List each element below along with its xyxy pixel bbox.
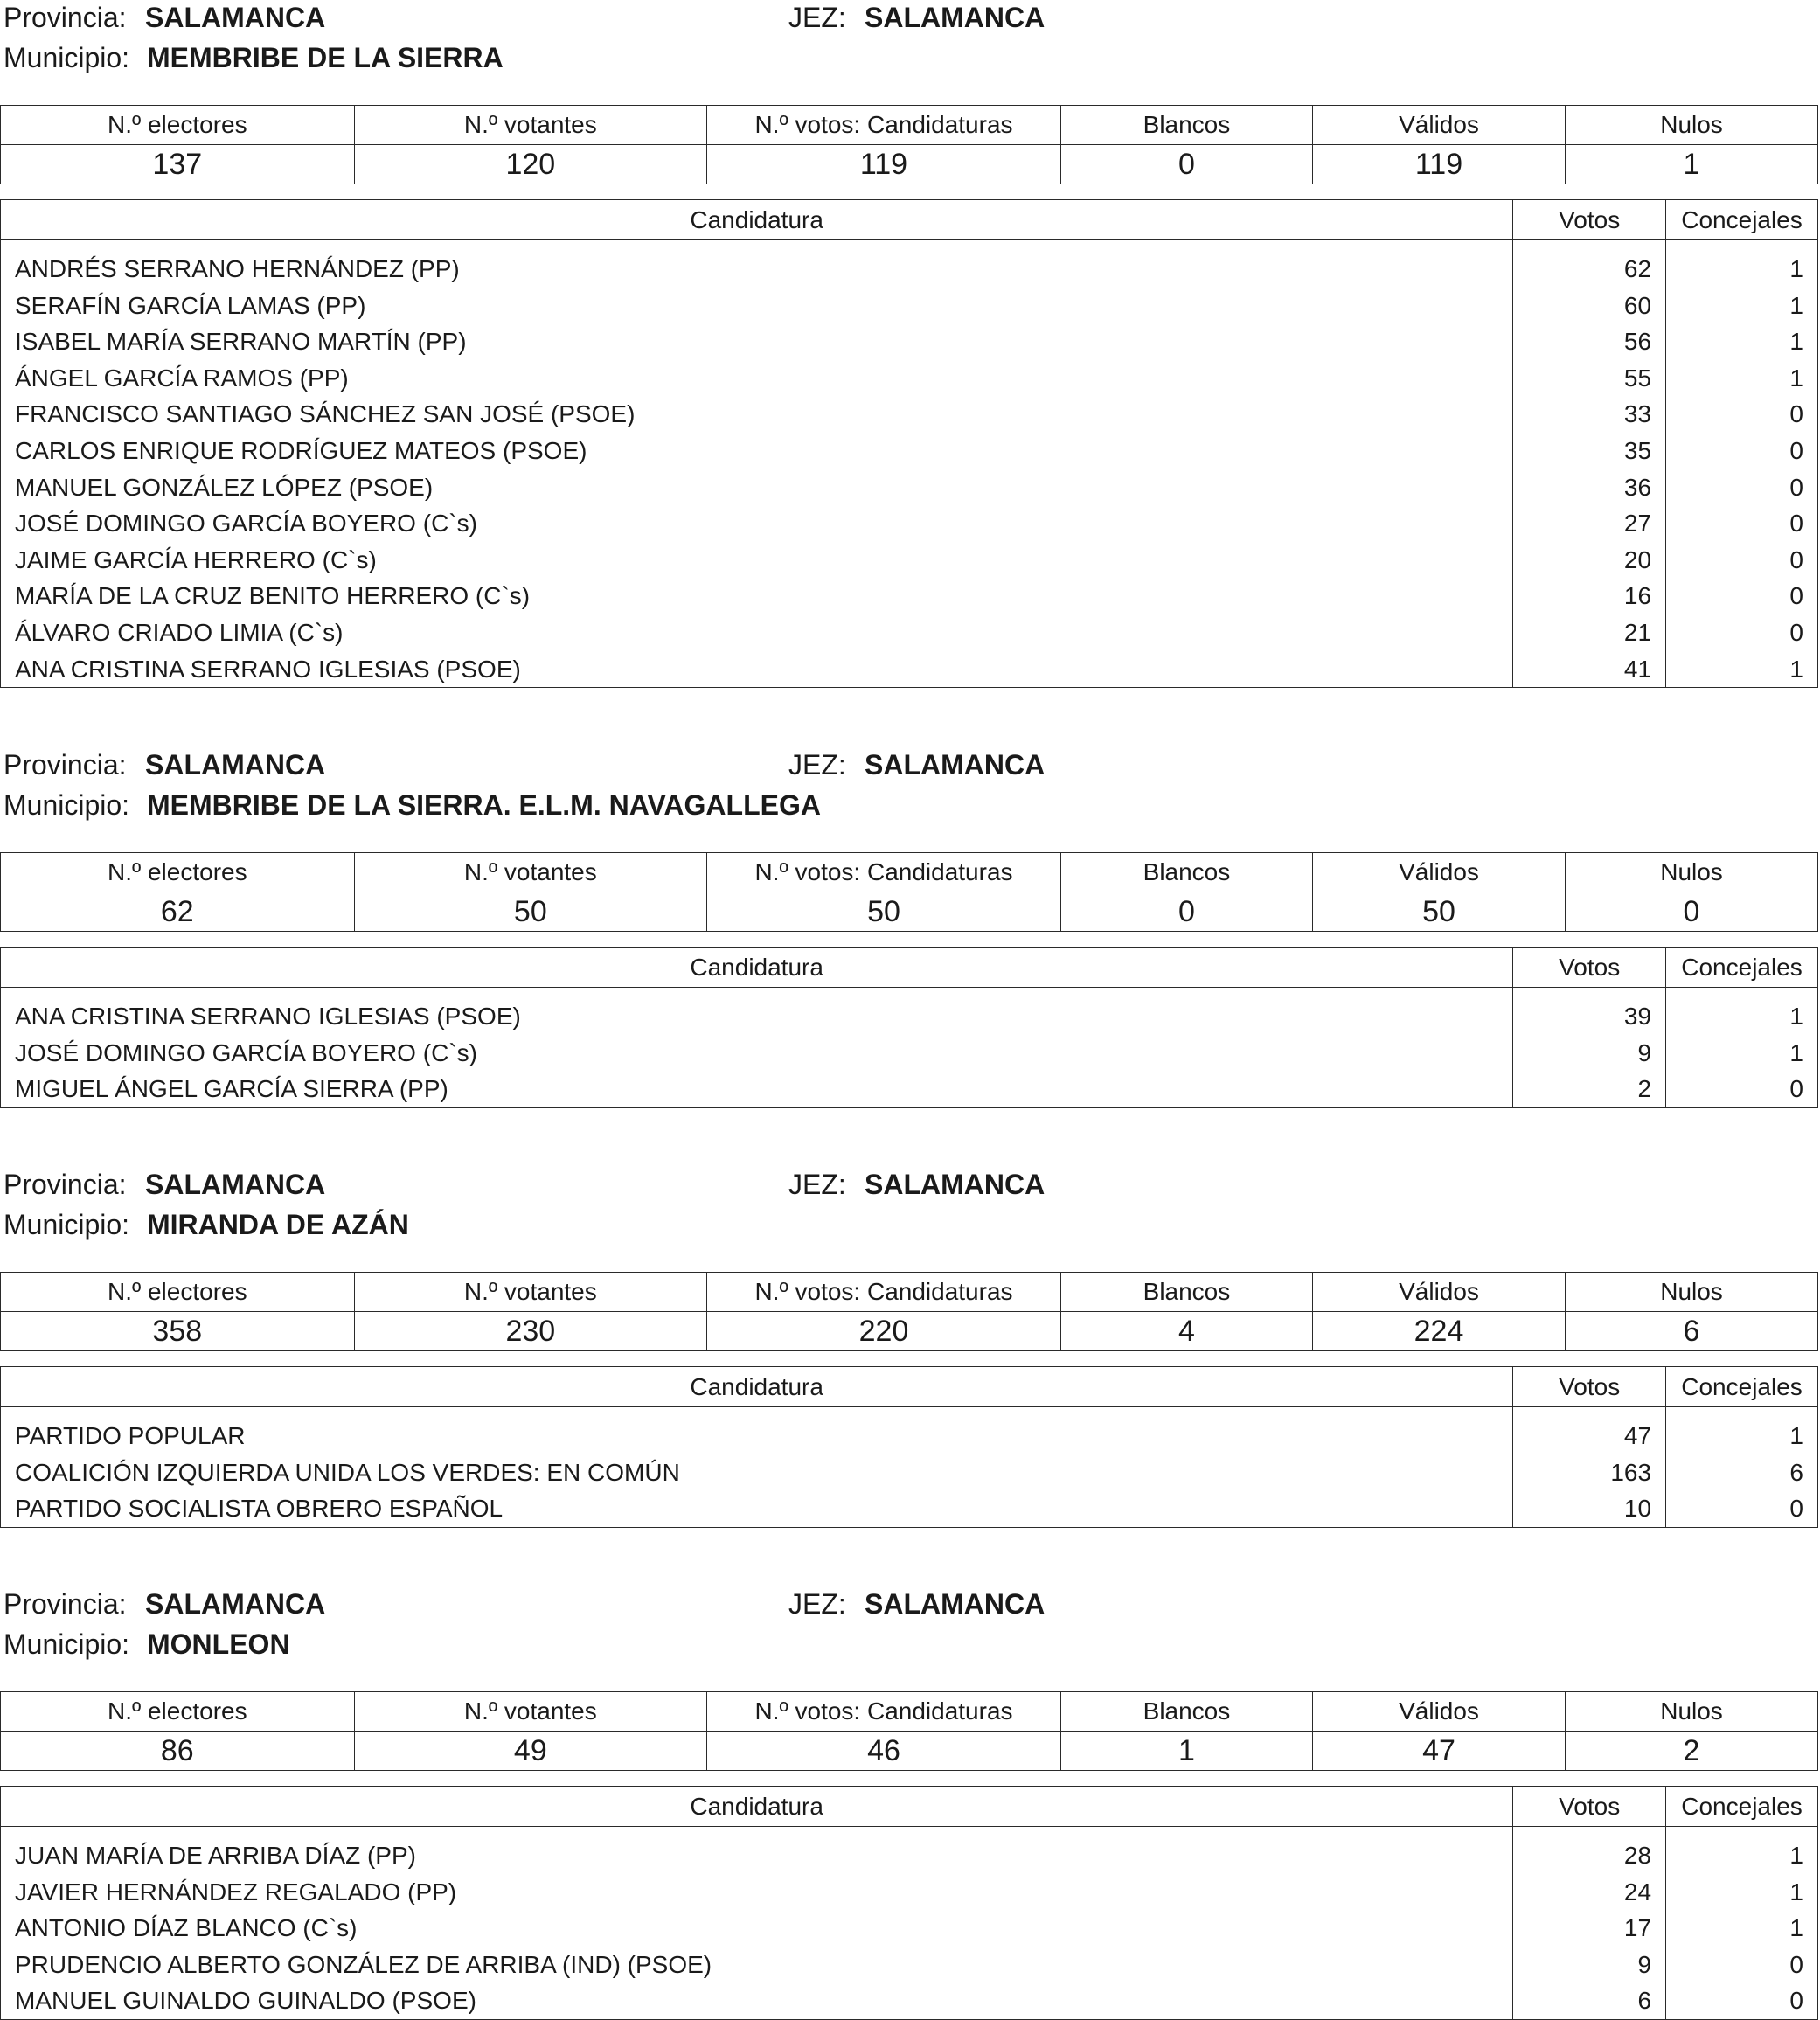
candidate-votos: 36 [1513,469,1666,506]
municipio-label: Municipio: [3,789,130,821]
candidate-concejales: 0 [1666,578,1818,614]
candidate-row [1,1071,1818,1107]
summary-header-electores: N.º electores [1,106,355,145]
candidate-row [1,288,1818,324]
summary-value-validos: 50 [1313,892,1566,932]
summary-value-votos_candidaturas: 119 [707,145,1061,184]
candidate-votos: 17 [1513,1910,1666,1947]
candidate-name: MANUEL GONZÁLEZ LÓPEZ (PSOE) [1,469,1513,506]
candidate-row [1,578,1818,614]
summary-header-row [1,853,1818,892]
summary-header-blancos: Blancos [1060,1692,1312,1732]
candidate-row [1,614,1818,651]
summary-header-electores: N.º electores [1,853,355,892]
candidate-row [1,1454,1818,1491]
candidate-concejales: 1 [1666,360,1818,397]
summary-table [0,852,1818,932]
summary-header-validos: Válidos [1313,1273,1566,1312]
candidate-votos: 33 [1513,396,1666,433]
candidate-name: COALICIÓN IZQUIERDA UNIDA LOS VERDES: EN COMÚN [1,1454,1513,1491]
candidate-concejales: 1 [1666,323,1818,360]
candidate-votos: 27 [1513,505,1666,542]
municipio-label: Municipio: [3,1209,130,1240]
candidate-name: JOSÉ DOMINGO GARCÍA BOYERO (C`s) [1,1035,1513,1072]
candidate-votos: 62 [1513,240,1666,288]
candidate-concejales: 0 [1666,433,1818,469]
candidate-name: FRANCISCO SANTIAGO SÁNCHEZ SAN JOSÉ (PSOE) [1,396,1513,433]
summary-header-nulos: Nulos [1566,1273,1818,1312]
municipio-value: MEMBRIBE DE LA SIERRA. E.L.M. NAVAGALLEGA [147,789,821,821]
municipio-value: MEMBRIBE DE LA SIERRA [147,42,504,73]
candidate-votos: 39 [1513,988,1666,1035]
concejales-header: Concejales [1666,1367,1818,1407]
candidatura-header: Candidatura [1,948,1513,988]
candidate-row [1,988,1818,1035]
summary-value-row [1,145,1818,184]
candidate-name: JUAN MARÍA DE ARRIBA DÍAZ (PP) [1,1827,1513,1874]
candidate-row [1,240,1818,288]
candidate-row [1,1947,1818,1983]
summary-value-electores: 358 [1,1312,355,1351]
candidate-votos: 28 [1513,1827,1666,1874]
jez-value: SALAMANCA [865,1588,1045,1620]
candidate-name: SERAFÍN GARCÍA LAMAS (PP) [1,288,1513,324]
candidate-votos: 60 [1513,288,1666,324]
summary-value-nulos: 1 [1566,145,1818,184]
candidate-name: MIGUEL ÁNGEL GARCÍA SIERRA (PP) [1,1071,1513,1107]
summary-header-row [1,1273,1818,1312]
candidate-votos: 2 [1513,1071,1666,1107]
candidates-header-row [1,1367,1818,1407]
candidate-name: JAIME GARCÍA HERRERO (C`s) [1,542,1513,579]
candidates-table [0,1786,1818,2020]
votos-header: Votos [1513,1787,1666,1827]
candidate-name: PRUDENCIO ALBERTO GONZÁLEZ DE ARRIBA (IND) (PSOE) [1,1947,1513,1983]
provincia-value: SALAMANCA [145,749,326,781]
summary-header-votantes: N.º votantes [354,853,707,892]
candidate-votos: 35 [1513,433,1666,469]
summary-header-votos_candidaturas: N.º votos: Candidaturas [707,1692,1061,1732]
candidate-name: MANUEL GUINALDO GUINALDO (PSOE) [1,1982,1513,2019]
candidate-name: ANA CRISTINA SERRANO IGLESIAS (PSOE) [1,651,1513,688]
section-header [0,747,1820,828]
candidate-row [1,1035,1818,1072]
candidate-name: PARTIDO POPULAR [1,1407,1513,1454]
candidatura-header: Candidatura [1,1367,1513,1407]
summary-value-nulos: 6 [1566,1312,1818,1351]
provincia-value: SALAMANCA [145,1169,326,1200]
summary-value-electores: 137 [1,145,355,184]
summary-value-validos: 119 [1313,145,1566,184]
candidate-concejales: 1 [1666,1035,1818,1072]
section-header [0,0,1820,80]
candidate-concejales: 0 [1666,505,1818,542]
summary-header-validos: Válidos [1313,853,1566,892]
candidates-table [0,199,1818,688]
summary-header-votos_candidaturas: N.º votos: Candidaturas [707,1273,1061,1312]
summary-value-row [1,892,1818,932]
candidate-row [1,505,1818,542]
candidates-header-row [1,948,1818,988]
municipio-label: Municipio: [3,1628,130,1660]
jez-label: JEZ: [788,1588,846,1620]
provincia-label: Provincia: [3,1588,127,1620]
candidate-votos: 55 [1513,360,1666,397]
summary-value-electores: 62 [1,892,355,932]
summary-header-validos: Válidos [1313,1692,1566,1732]
municipio-value: MONLEON [147,1628,290,1660]
candidate-row [1,1982,1818,2019]
candidates-header-row [1,1787,1818,1827]
summary-header-electores: N.º electores [1,1692,355,1732]
candidate-concejales: 0 [1666,1071,1818,1107]
summary-header-nulos: Nulos [1566,853,1818,892]
municipio-value: MIRANDA DE AZÁN [147,1209,409,1240]
candidate-votos: 10 [1513,1490,1666,1527]
candidate-name: ISABEL MARÍA SERRANO MARTÍN (PP) [1,323,1513,360]
summary-value-votantes: 120 [354,145,707,184]
candidate-row [1,542,1818,579]
candidate-row [1,1407,1818,1454]
summary-value-votantes: 230 [354,1312,707,1351]
candidates-table [0,1366,1818,1528]
jez-label: JEZ: [788,749,846,781]
votos-header: Votos [1513,200,1666,240]
candidates-header-row [1,200,1818,240]
summary-header-validos: Válidos [1313,106,1566,145]
summary-value-blancos: 1 [1060,1732,1312,1771]
summary-table [0,105,1818,184]
candidate-concejales: 1 [1666,1910,1818,1947]
provincia-label: Provincia: [3,2,127,33]
summary-value-blancos: 0 [1060,145,1312,184]
summary-header-blancos: Blancos [1060,853,1312,892]
candidate-votos: 24 [1513,1874,1666,1911]
concejales-header: Concejales [1666,1787,1818,1827]
candidate-name: ÁNGEL GARCÍA RAMOS (PP) [1,360,1513,397]
summary-value-row [1,1312,1818,1351]
summary-value-votos_candidaturas: 220 [707,1312,1061,1351]
provincia-value: SALAMANCA [145,1588,326,1620]
summary-header-blancos: Blancos [1060,106,1312,145]
provincia-value: SALAMANCA [145,2,326,33]
provincia-label: Provincia: [3,1169,127,1200]
candidate-row [1,469,1818,506]
jez-value: SALAMANCA [865,1169,1045,1200]
summary-value-nulos: 0 [1566,892,1818,932]
summary-value-electores: 86 [1,1732,355,1771]
candidate-concejales: 1 [1666,288,1818,324]
candidate-row [1,651,1818,688]
summary-table [0,1691,1818,1771]
candidate-concejales: 0 [1666,1947,1818,1983]
candidate-row [1,1827,1818,1874]
candidate-row [1,1874,1818,1911]
candidate-row [1,323,1818,360]
summary-value-votos_candidaturas: 50 [707,892,1061,932]
candidate-votos: 47 [1513,1407,1666,1454]
candidate-votos: 9 [1513,1035,1666,1072]
candidate-name: ANA CRISTINA SERRANO IGLESIAS (PSOE) [1,988,1513,1035]
candidate-name: MARÍA DE LA CRUZ BENITO HERRERO (C`s) [1,578,1513,614]
summary-value-validos: 224 [1313,1312,1566,1351]
candidate-votos: 21 [1513,614,1666,651]
municipality-section [0,747,1820,1167]
summary-value-row [1,1732,1818,1771]
summary-header-nulos: Nulos [1566,106,1818,145]
jez-value: SALAMANCA [865,749,1045,781]
candidate-name: JAVIER HERNÁNDEZ REGALADO (PP) [1,1874,1513,1911]
summary-header-row [1,106,1818,145]
candidate-name: JOSÉ DOMINGO GARCÍA BOYERO (C`s) [1,505,1513,542]
municipality-section [0,1167,1820,1586]
summary-header-blancos: Blancos [1060,1273,1312,1312]
candidate-row [1,433,1818,469]
candidate-concejales: 1 [1666,1874,1818,1911]
summary-header-votos_candidaturas: N.º votos: Candidaturas [707,106,1061,145]
candidate-votos: 163 [1513,1454,1666,1491]
summary-value-votos_candidaturas: 46 [707,1732,1061,1771]
concejales-header: Concejales [1666,948,1818,988]
summary-header-electores: N.º electores [1,1273,355,1312]
candidate-row [1,1910,1818,1947]
jez-value: SALAMANCA [865,2,1045,33]
summary-value-votantes: 50 [354,892,707,932]
municipio-label: Municipio: [3,42,130,73]
jez-label: JEZ: [788,2,846,33]
candidatura-header: Candidatura [1,1787,1513,1827]
candidate-concejales: 0 [1666,396,1818,433]
candidate-row [1,396,1818,433]
summary-header-votos_candidaturas: N.º votos: Candidaturas [707,853,1061,892]
votos-header: Votos [1513,1367,1666,1407]
summary-value-validos: 47 [1313,1732,1566,1771]
summary-header-votantes: N.º votantes [354,1692,707,1732]
candidate-concejales: 0 [1666,614,1818,651]
municipality-section [0,0,1820,683]
candidate-votos: 41 [1513,651,1666,688]
municipality-section [0,1586,1820,2015]
summary-table [0,1272,1818,1351]
summary-header-row [1,1692,1818,1732]
candidatura-header: Candidatura [1,200,1513,240]
candidate-concejales: 1 [1666,240,1818,288]
candidate-concejales: 1 [1666,651,1818,688]
candidate-concejales: 1 [1666,1827,1818,1874]
section-header [0,1586,1820,1667]
candidates-table [0,947,1818,1108]
summary-value-votantes: 49 [354,1732,707,1771]
jez-label: JEZ: [788,1169,846,1200]
candidate-concejales: 1 [1666,988,1818,1035]
concejales-header: Concejales [1666,200,1818,240]
candidate-votos: 6 [1513,1982,1666,2019]
candidate-votos: 9 [1513,1947,1666,1983]
candidate-concejales: 6 [1666,1454,1818,1491]
candidate-votos: 20 [1513,542,1666,579]
section-header [0,1167,1820,1247]
candidate-row [1,360,1818,397]
candidate-votos: 16 [1513,578,1666,614]
candidate-row [1,1490,1818,1527]
summary-value-nulos: 2 [1566,1732,1818,1771]
candidate-name: CARLOS ENRIQUE RODRÍGUEZ MATEOS (PSOE) [1,433,1513,469]
candidate-concejales: 0 [1666,1490,1818,1527]
summary-value-blancos: 4 [1060,1312,1312,1351]
votos-header: Votos [1513,948,1666,988]
candidate-concejales: 1 [1666,1407,1818,1454]
summary-header-votantes: N.º votantes [354,106,707,145]
candidate-concejales: 0 [1666,469,1818,506]
summary-header-nulos: Nulos [1566,1692,1818,1732]
candidate-name: ANDRÉS SERRANO HERNÁNDEZ (PP) [1,240,1513,288]
candidate-concejales: 0 [1666,542,1818,579]
candidate-name: ÁLVARO CRIADO LIMIA (C`s) [1,614,1513,651]
candidate-votos: 56 [1513,323,1666,360]
candidate-name: ANTONIO DÍAZ BLANCO (C`s) [1,1910,1513,1947]
candidate-concejales: 0 [1666,1982,1818,2019]
provincia-label: Provincia: [3,749,127,781]
summary-header-votantes: N.º votantes [354,1273,707,1312]
summary-value-blancos: 0 [1060,892,1312,932]
candidate-name: PARTIDO SOCIALISTA OBRERO ESPAÑOL [1,1490,1513,1527]
